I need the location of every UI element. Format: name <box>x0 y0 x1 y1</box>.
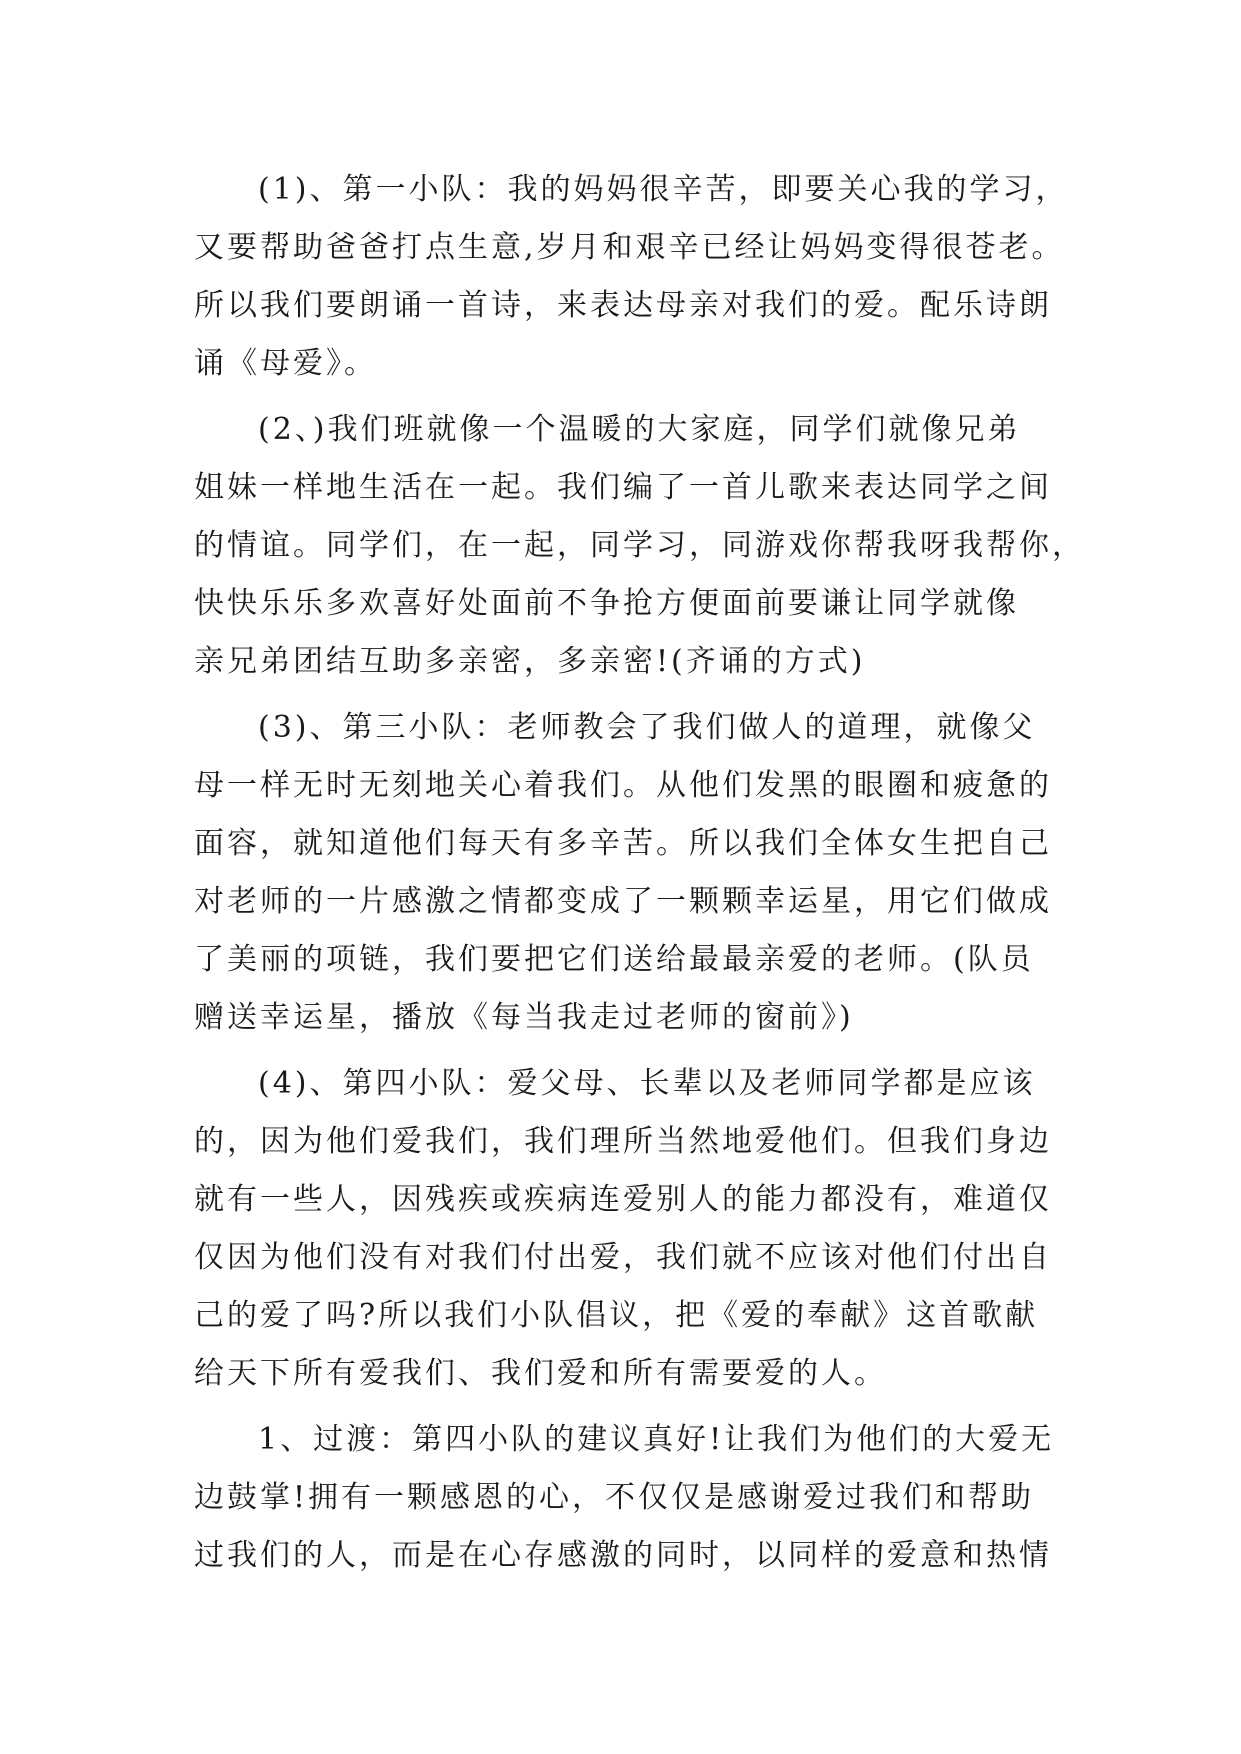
text-line: 亲兄弟团结互助多亲密，多亲密!(齐诵的方式) <box>194 644 866 679</box>
text-line: (2、)我们班就像一个温暖的大家庭，同学们就像兄弟 <box>258 412 1021 447</box>
text-line: 给天下所有爱我们、我们爱和所有需要爱的人。 <box>194 1356 887 1391</box>
text-line: 对老师的一片感激之情都变成了一颗颗幸运星，用它们做成 <box>194 884 1052 919</box>
text-line: 1、过渡：第四小队的建议真好!让我们为他们的大爱无 <box>258 1422 1055 1457</box>
text-line: 面容，就知道他们每天有多辛苦。所以我们全体女生把自己 <box>194 826 1052 861</box>
text-line: 己的爱了吗?所以我们小队倡议，把《爱的奉献》这首歌献 <box>194 1298 1039 1333</box>
text-line: 仅因为他们没有对我们付出爱，我们就不应该对他们付出自 <box>194 1240 1052 1275</box>
document-body <box>194 161 1085 1585</box>
text-line: (1)、第一小队：我的妈妈很辛苦，即要关心我的学习， <box>258 172 1069 207</box>
paragraph-2 <box>194 401 1085 691</box>
paragraph-1 <box>194 161 1074 393</box>
paragraph-5 <box>194 1411 1074 1585</box>
text-line: 母一样无时无刻地关心着我们。从他们发黑的眼圈和疲惫的 <box>194 768 1052 803</box>
text-line: 就有一些人，因残疾或疾病连爱别人的能力都没有，难道仅 <box>194 1182 1052 1217</box>
text-line: (3)、第三小队：老师教会了我们做人的道理，就像父 <box>258 710 1036 745</box>
text-line: 赠送幸运星，播放《每当我走过老师的窗前》) <box>194 1000 854 1035</box>
paragraph-3 <box>194 699 1074 1047</box>
text-line: 所以我们要朗诵一首诗，来表达母亲对我们的爱。配乐诗朗 <box>194 288 1052 323</box>
text-line: 又要帮助爸爸打点生意,岁月和艰辛已经让妈妈变得很苍老。 <box>194 230 1065 265</box>
text-line: 边鼓掌!拥有一颗感恩的心，不仅仅是感谢爱过我们和帮助 <box>194 1480 1035 1515</box>
text-line: 了美丽的项链，我们要把它们送给最最亲爱的老师。(队员 <box>194 942 1034 977</box>
paragraph-4 <box>194 1055 1074 1403</box>
text-line: 姐妹一样地生活在一起。我们编了一首儿歌来表达同学之间 <box>194 470 1052 505</box>
text-line: (4)、第四小队：爱父母、长辈以及老师同学都是应该 <box>258 1066 1036 1101</box>
text-line: 的情谊。同学们，在一起，同学习，同游戏你帮我呀我帮你， <box>194 528 1085 563</box>
text-line: 快快乐乐多欢喜好处面前不争抢方便面前要谦让同学就像 <box>194 586 1019 621</box>
text-line: 过我们的人，而是在心存感激的同时，以同样的爱意和热情 <box>194 1538 1052 1573</box>
text-line: 诵《母爱》。 <box>194 346 377 381</box>
text-line: 的，因为他们爱我们，我们理所当然地爱他们。但我们身边 <box>194 1124 1052 1159</box>
